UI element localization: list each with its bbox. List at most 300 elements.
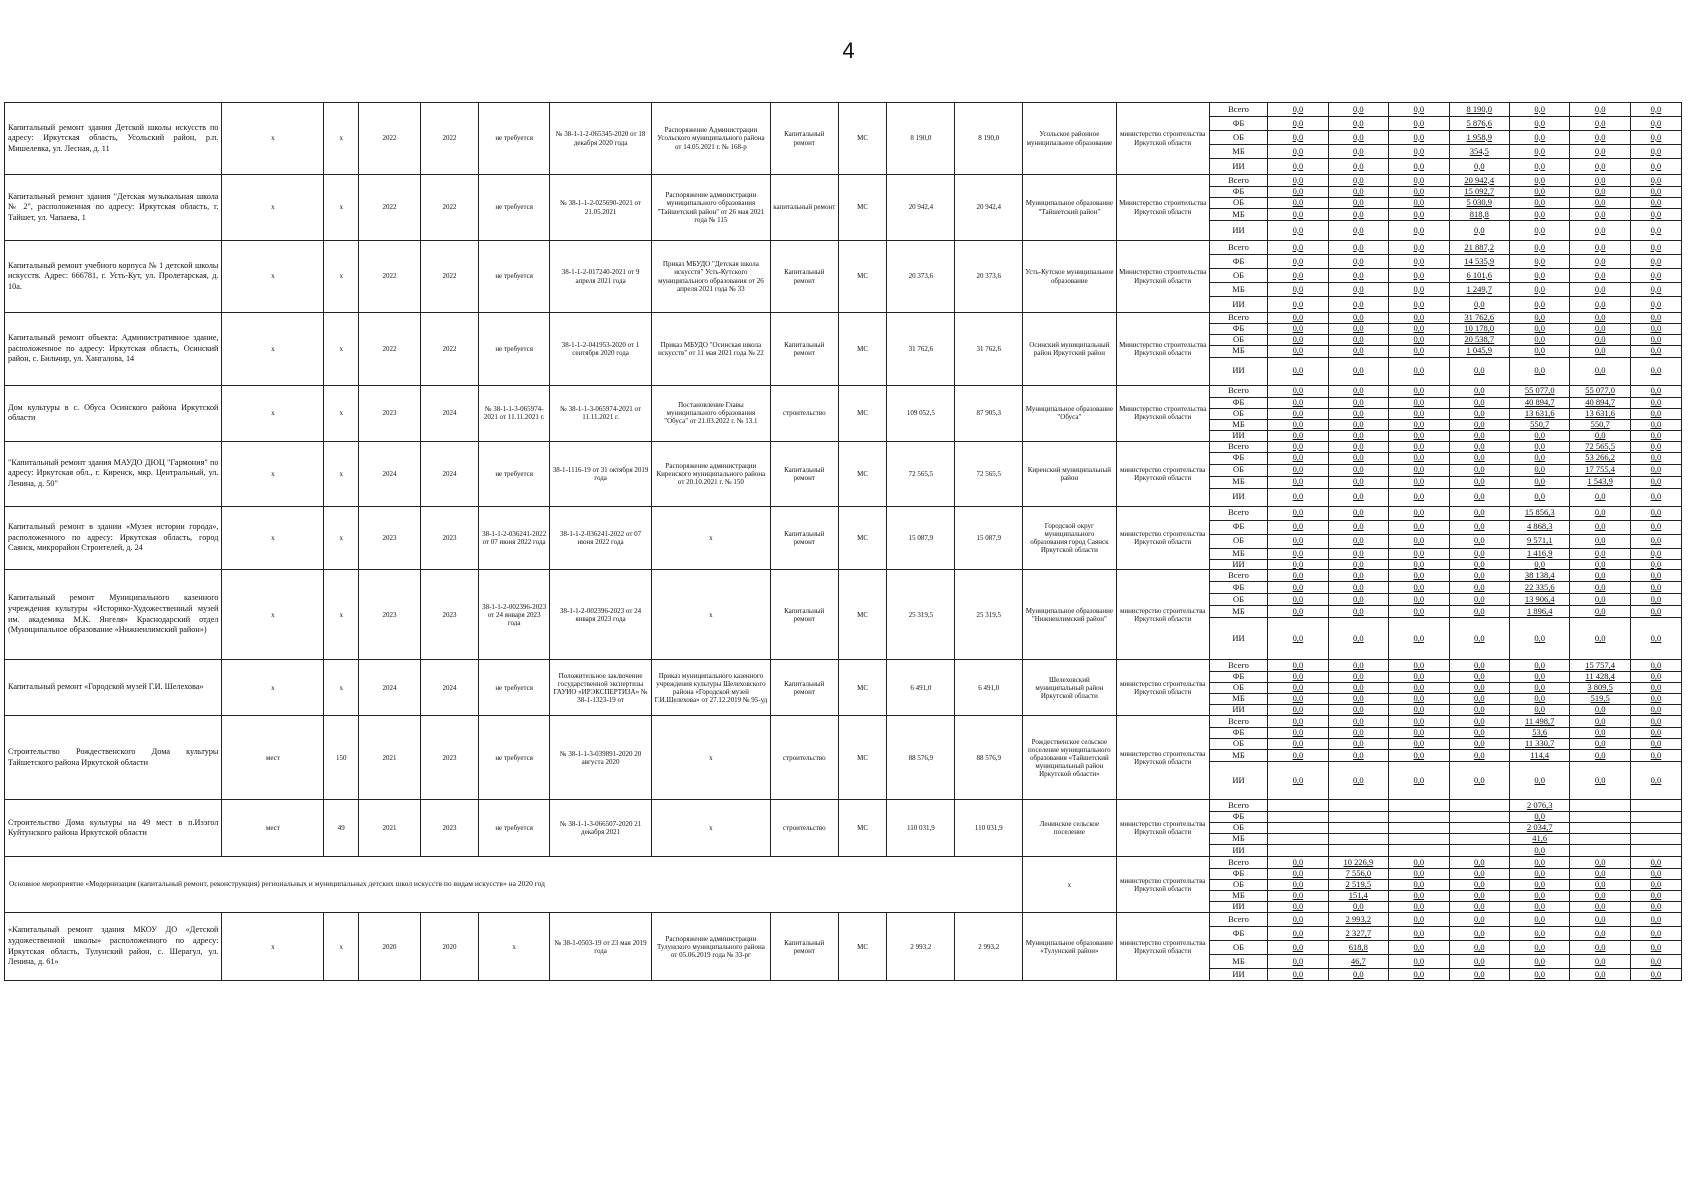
unit-cell: х: [222, 313, 324, 386]
amount-value: 0,0: [1594, 593, 1606, 604]
amount-cell: [1449, 559, 1509, 570]
amount-value: 0,0: [1353, 476, 1364, 487]
amount-value: 0,0: [1413, 397, 1425, 407]
amount-cell: [1570, 255, 1630, 269]
amount-cell: [1630, 131, 1681, 145]
amount-value: 0,0: [1534, 774, 1546, 785]
permit-cell: 38-1-1-2-017240-2021 от 9 апреля 2021 года: [550, 241, 652, 313]
budget-level-cell: ОБ: [1209, 131, 1267, 145]
budget-level-cell: МБ: [1209, 891, 1267, 902]
estimated-cost-cell: 110 031,9: [955, 800, 1023, 857]
amount-value: 0,0: [1353, 727, 1364, 738]
amount-cell: [1570, 159, 1630, 175]
budget-level-cell: ФБ: [1209, 323, 1267, 334]
amount-value: 0,0: [1292, 241, 1304, 252]
amount-cell: [1268, 131, 1328, 145]
amount-value: 0,0: [1292, 569, 1304, 580]
amount-cell: [1510, 594, 1570, 606]
budget-level-cell: ИИ: [1209, 430, 1267, 441]
amount-cell: [1570, 334, 1630, 345]
amount-cell: [1389, 430, 1449, 441]
form-cell: МС: [838, 570, 887, 660]
amount-value: 0,0: [1473, 521, 1485, 532]
amount-value: 0,0: [1292, 659, 1304, 670]
amount-cell: [1389, 187, 1449, 198]
amount-value: 0,0: [1594, 186, 1606, 197]
amount-value: 0,0: [1473, 659, 1485, 670]
work-type-cell: строительство: [770, 385, 838, 441]
amount-value: 0,0: [1292, 955, 1304, 966]
object-name-cell: Капитальный ремонт в здании «Музея истории города», расположенного по адресу: Иркутская область, город Саянск, микрорайон Строителей, д. 24: [5, 506, 222, 570]
amount-cell: [1268, 913, 1328, 927]
unit-cell: х: [222, 103, 324, 175]
amount-cell: [1449, 345, 1509, 357]
amount-value: 0,0: [1473, 385, 1485, 396]
end-year-cell: 2024: [420, 441, 478, 506]
budget-level-cell: ФБ: [1209, 728, 1267, 739]
amount-value: 0,0: [1650, 715, 1662, 726]
amount-cell: [1389, 845, 1449, 857]
amount-value: 0,0: [1650, 419, 1662, 429]
amount-value: 0,0: [1473, 671, 1485, 682]
amount-value: 151,4: [1348, 890, 1368, 901]
amount-cell: [1510, 488, 1570, 506]
amount-cell: [1510, 534, 1570, 548]
amount-cell: [1630, 955, 1681, 969]
amount-cell: [1328, 869, 1388, 880]
amount-cell: [1510, 672, 1570, 683]
amount-value: 0,0: [1413, 879, 1425, 890]
permit-cell: 38-1-1-2-041953-2020 от 1 сентября 2020 года: [550, 313, 652, 386]
amount-cell: [1630, 464, 1681, 476]
amount-value: 0,0: [1353, 131, 1364, 142]
amount-cell: [1570, 476, 1630, 488]
amount-cell: [1630, 941, 1681, 955]
administrator-cell: министерство строительства Иркутской области: [1116, 441, 1209, 506]
amount-cell: [1328, 606, 1388, 618]
amount-value: 0,0: [1594, 856, 1606, 867]
amount-value: 0,0: [1594, 913, 1606, 924]
amount-value: 0,0: [1534, 323, 1546, 333]
amount-value: 0,0: [1650, 117, 1662, 128]
capacity-cell: х: [324, 385, 359, 441]
amount-cell: [1510, 357, 1570, 385]
amount-cell: [1570, 117, 1630, 131]
amount-cell: [1268, 198, 1328, 209]
amount-value: 0,0: [1353, 298, 1364, 309]
amount-cell: [1389, 452, 1449, 464]
amount-cell: [1328, 660, 1388, 672]
amount-value: 15 757,4: [1585, 659, 1616, 670]
amount-cell: [1268, 187, 1328, 198]
amount-value: 0,0: [1650, 605, 1662, 616]
amount-value: 0,0: [1534, 632, 1546, 643]
amount-cell: [1510, 313, 1570, 324]
expertise-cell: не требуется: [479, 716, 550, 800]
amount-cell: [1449, 812, 1509, 823]
amount-cell: [1570, 716, 1630, 728]
amount-value: 0,0: [1534, 186, 1546, 197]
amount-cell: [1389, 103, 1449, 117]
amount-cell: [1570, 606, 1630, 618]
amount-value: 0,0: [1473, 491, 1485, 502]
amount-value: 20 942,4: [1464, 174, 1495, 185]
amount-value: 0,0: [1594, 548, 1606, 558]
amount-cell: [1449, 750, 1509, 762]
estimated-cost-cell: 87 905,3: [955, 385, 1023, 441]
amount-cell: [1389, 488, 1449, 506]
unit-cell: х: [222, 441, 324, 506]
amount-cell: [1449, 800, 1509, 812]
amount-cell: [1630, 559, 1681, 570]
amount-cell: [1510, 660, 1570, 672]
amount-value: 0,0: [1292, 117, 1304, 128]
amount-value: 0,0: [1594, 430, 1606, 440]
amount-cell: [1389, 891, 1449, 902]
amount-value: 0,0: [1534, 174, 1546, 185]
amount-value: 0,0: [1413, 224, 1425, 235]
amount-value: 0,0: [1473, 879, 1485, 890]
amount-value: 0,0: [1413, 145, 1425, 156]
amount-cell: [1449, 117, 1509, 131]
amount-cell: [1570, 441, 1630, 452]
budget-level-cell: Всего: [1209, 716, 1267, 728]
amount-value: 0,0: [1594, 774, 1606, 785]
amount-cell: [1389, 869, 1449, 880]
amount-value: 2 993,2: [1345, 913, 1372, 924]
amount-cell: [1268, 969, 1328, 981]
amount-cell: [1630, 221, 1681, 241]
amount-cell: [1449, 209, 1509, 221]
permit-cell: № 38-1-1-3-065974-2021 от 11.11.2021 г.: [550, 385, 652, 441]
amount-cell: [1449, 705, 1509, 716]
amount-cell: [1510, 941, 1570, 955]
amount-cell: [1449, 716, 1509, 728]
amount-value: 0,0: [1413, 738, 1425, 749]
amount-cell: [1268, 323, 1328, 334]
amount-cell: [1570, 559, 1630, 570]
amount-cell: [1268, 582, 1328, 594]
amount-value: 0,0: [1473, 913, 1485, 924]
amount-cell: [1389, 880, 1449, 891]
cost-cell: 20 373,6: [887, 241, 955, 313]
budget-level-cell: ИИ: [1209, 969, 1267, 981]
start-year-cell: 2022: [359, 175, 421, 241]
amount-value: 0,0: [1473, 548, 1485, 558]
amount-value: 0,0: [1650, 103, 1662, 114]
amount-cell: [1570, 283, 1630, 297]
amount-cell: [1449, 255, 1509, 269]
amount-cell: [1570, 800, 1630, 812]
budget-level-cell: ИИ: [1209, 357, 1267, 385]
amount-value: 0,0: [1413, 365, 1425, 376]
amount-value: 0,0: [1292, 704, 1304, 715]
object-name-cell: Капитальный ремонт учебного корпуса № 1 детской школы искусств. Адрес: 666781, г. Усть-Кут, ул. Пролетарская, д. 10а.: [5, 241, 222, 313]
amount-value: 0,0: [1413, 197, 1425, 208]
amount-cell: [1268, 175, 1328, 187]
budget-level-cell: ФБ: [1209, 520, 1267, 534]
amount-value: 4 868,3: [1526, 521, 1553, 532]
amount-cell: [1268, 506, 1328, 520]
amount-value: 0,0: [1650, 441, 1662, 451]
table-row: [5, 241, 1682, 255]
amount-cell: [1630, 534, 1681, 548]
amount-cell: [1449, 672, 1509, 683]
amount-value: 0,0: [1650, 131, 1662, 142]
amount-cell: [1570, 823, 1630, 834]
amount-value: 0,0: [1413, 749, 1425, 760]
amount-value: 0,0: [1650, 397, 1662, 407]
amount-value: 0,0: [1292, 430, 1304, 440]
budget-level-cell: ИИ: [1209, 297, 1267, 313]
amount-value: 0,0: [1413, 581, 1425, 592]
amount-cell: [1570, 357, 1630, 385]
budget-level-cell: ИИ: [1209, 221, 1267, 241]
amount-cell: [1630, 969, 1681, 981]
table-row: [5, 716, 1682, 728]
amount-value: 1 543,9: [1587, 476, 1613, 487]
budget-level-cell: Всего: [1209, 103, 1267, 117]
amount-value: 0,0: [1650, 323, 1662, 333]
amount-value: 0,0: [1534, 345, 1546, 356]
amount-cell: [1328, 187, 1388, 198]
amount-value: 0,0: [1473, 605, 1485, 616]
amount-cell: [1389, 812, 1449, 823]
amount-cell: [1328, 269, 1388, 283]
decision-cell: Постановление Главы муниципального образования "Обуса" от 21.03.2022 г. № 13.1: [652, 385, 771, 441]
amount-cell: [1510, 728, 1570, 739]
amount-cell: [1268, 397, 1328, 408]
form-cell: МС: [838, 506, 887, 570]
amount-cell: [1510, 869, 1570, 880]
amount-cell: [1570, 845, 1630, 857]
budget-level-cell: ОБ: [1209, 198, 1267, 209]
estimated-cost-cell: 2 993,2: [955, 913, 1023, 981]
amount-cell: [1449, 694, 1509, 705]
amount-value: 0,0: [1650, 145, 1662, 156]
amount-cell: [1449, 869, 1509, 880]
amount-value: 0,0: [1650, 160, 1662, 171]
amount-cell: [1328, 857, 1388, 869]
amount-cell: [1268, 606, 1328, 618]
amount-value: 0,0: [1413, 269, 1425, 280]
administrator-cell: Министерство строительства Иркутской области: [1116, 313, 1209, 386]
amount-value: 0,0: [1292, 941, 1304, 952]
amount-value: 0,0: [1292, 927, 1304, 938]
amount-cell: [1630, 739, 1681, 750]
estimated-cost-cell: 25 319,5: [955, 570, 1023, 660]
start-year-cell: 2021: [359, 800, 421, 857]
amount-value: 0,0: [1473, 901, 1485, 912]
amount-cell: [1449, 902, 1509, 913]
amount-cell: [1268, 488, 1328, 506]
amount-cell: [1630, 452, 1681, 464]
amount-cell: [1570, 131, 1630, 145]
amount-cell: [1510, 570, 1570, 582]
amount-cell: [1570, 297, 1630, 313]
amount-cell: [1570, 941, 1630, 955]
amount-value: 0,0: [1413, 682, 1425, 693]
amount-value: 0,0: [1534, 476, 1546, 487]
table-row: [5, 385, 1682, 397]
budget-level-cell: ОБ: [1209, 594, 1267, 606]
cost-cell: 88 576,9: [887, 716, 955, 800]
amount-value: 0,0: [1353, 535, 1364, 546]
amount-cell: [1570, 198, 1630, 209]
amount-value: 0,0: [1292, 968, 1304, 979]
administrator-cell: Министерство строительства Иркутской области: [1116, 241, 1209, 313]
amount-value: 0,0: [1353, 334, 1364, 344]
cost-cell: 20 942,4: [887, 175, 955, 241]
work-type-cell: Капитальный ремонт: [770, 913, 838, 981]
object-name-cell: "Капитальный ремонт здания МАУДО ДЮЦ "Гармония" по адресу: Иркутская обл., г. Киренск, мкр. Центральный, ул. Ленина, д. 50": [5, 441, 222, 506]
amount-value: 0,0: [1473, 682, 1485, 693]
amount-value: 0,0: [1292, 323, 1304, 333]
amount-value: 0,0: [1650, 241, 1662, 252]
amount-value: 0,0: [1650, 749, 1662, 760]
amount-cell: [1268, 419, 1328, 430]
recipient-cell: Усть-Кутское муниципальное образование: [1023, 241, 1116, 313]
amount-cell: [1510, 582, 1570, 594]
program-table: [4, 102, 1682, 981]
amount-cell: [1328, 313, 1388, 324]
amount-cell: [1328, 159, 1388, 175]
budget-level-cell: МБ: [1209, 345, 1267, 357]
amount-cell: [1328, 209, 1388, 221]
amount-cell: [1449, 323, 1509, 334]
amount-cell: [1630, 594, 1681, 606]
amount-cell: [1630, 705, 1681, 716]
amount-value: 0,0: [1292, 385, 1304, 396]
amount-cell: [1389, 834, 1449, 845]
budget-level-cell: МБ: [1209, 750, 1267, 762]
amount-value: 0,0: [1292, 890, 1304, 901]
amount-value: 0,0: [1353, 581, 1364, 592]
end-year-cell: 2024: [420, 385, 478, 441]
form-cell: МС: [838, 103, 887, 175]
work-type-cell: Капитальный ремонт: [770, 103, 838, 175]
amount-value: 0,0: [1650, 521, 1662, 532]
budget-level-cell: ОБ: [1209, 823, 1267, 834]
amount-cell: [1389, 548, 1449, 559]
amount-value: 0,0: [1353, 507, 1364, 518]
amount-cell: [1389, 728, 1449, 739]
amount-value: 0,0: [1353, 197, 1364, 208]
amount-cell: [1268, 762, 1328, 800]
amount-value: 0,0: [1292, 186, 1304, 197]
amount-cell: [1510, 408, 1570, 419]
amount-cell: [1630, 408, 1681, 419]
amount-value: 0,0: [1413, 693, 1425, 704]
amount-cell: [1510, 269, 1570, 283]
amount-value: 0,0: [1650, 476, 1662, 487]
amount-value: 0,0: [1650, 671, 1662, 682]
amount-value: 618,8: [1348, 941, 1368, 952]
amount-cell: [1510, 927, 1570, 941]
amount-cell: [1328, 927, 1388, 941]
amount-value: 0,0: [1594, 632, 1606, 643]
form-cell: МС: [838, 913, 887, 981]
amount-cell: [1328, 397, 1388, 408]
amount-value: 0,0: [1413, 671, 1425, 682]
amount-cell: [1630, 397, 1681, 408]
amount-cell: [1449, 955, 1509, 969]
amount-cell: [1328, 534, 1388, 548]
amount-cell: [1449, 408, 1509, 419]
amount-cell: [1449, 506, 1509, 520]
amount-value: 0,0: [1594, 941, 1606, 952]
amount-value: 0,0: [1594, 255, 1606, 266]
amount-cell: [1268, 357, 1328, 385]
recipient-cell: Муниципальное образование "Обуса": [1023, 385, 1116, 441]
amount-value: 0,0: [1594, 160, 1606, 171]
amount-value: 0,0: [1650, 774, 1662, 785]
amount-cell: [1510, 345, 1570, 357]
amount-cell: [1570, 618, 1630, 660]
amount-value: 1 416,9: [1526, 548, 1553, 558]
amount-cell: [1449, 582, 1509, 594]
amount-cell: [1449, 606, 1509, 618]
amount-cell: [1268, 902, 1328, 913]
budget-level-cell: Всего: [1209, 800, 1267, 812]
amount-cell: [1389, 385, 1449, 397]
amount-cell: [1268, 345, 1328, 357]
amount-cell: [1570, 869, 1630, 880]
amount-cell: [1630, 269, 1681, 283]
amount-cell: [1570, 750, 1630, 762]
amount-cell: [1449, 283, 1509, 297]
amount-value: 0,0: [1413, 298, 1425, 309]
amount-cell: [1389, 705, 1449, 716]
amount-value: 0,0: [1353, 452, 1364, 463]
amount-value: 0,0: [1353, 441, 1364, 451]
amount-cell: [1449, 452, 1509, 464]
amount-cell: [1389, 902, 1449, 913]
form-cell: МС: [838, 175, 887, 241]
amount-cell: [1630, 313, 1681, 324]
amount-cell: [1510, 323, 1570, 334]
decision-cell: х: [652, 716, 771, 800]
amount-cell: [1389, 255, 1449, 269]
decision-cell: Распоряжение администрации Киренского муниципального района от 20.10.2021 г. № 150: [652, 441, 771, 506]
amount-cell: [1570, 464, 1630, 476]
amount-cell: [1389, 762, 1449, 800]
amount-value: 0,0: [1650, 941, 1662, 952]
decision-cell: х: [652, 570, 771, 660]
work-type-cell: строительство: [770, 716, 838, 800]
amount-cell: [1630, 606, 1681, 618]
amount-value: 0,0: [1413, 385, 1425, 396]
amount-value: 0,0: [1650, 464, 1662, 475]
amount-cell: [1630, 297, 1681, 313]
amount-cell: [1630, 209, 1681, 221]
amount-value: 0,0: [1534, 255, 1546, 266]
amount-cell: [1570, 385, 1630, 397]
amount-value: 55 077,0: [1585, 385, 1616, 396]
budget-level-cell: МБ: [1209, 834, 1267, 845]
amount-cell: [1630, 857, 1681, 869]
amount-cell: [1449, 131, 1509, 145]
table-row: [5, 506, 1682, 520]
amount-value: 0,0: [1353, 103, 1364, 114]
amount-cell: [1510, 430, 1570, 441]
amount-value: 0,0: [1413, 255, 1425, 266]
amount-value: 0,0: [1534, 283, 1546, 294]
amount-cell: [1268, 159, 1328, 175]
amount-cell: [1449, 594, 1509, 606]
amount-value: 8 190,0: [1466, 103, 1493, 114]
capacity-cell: х: [324, 175, 359, 241]
